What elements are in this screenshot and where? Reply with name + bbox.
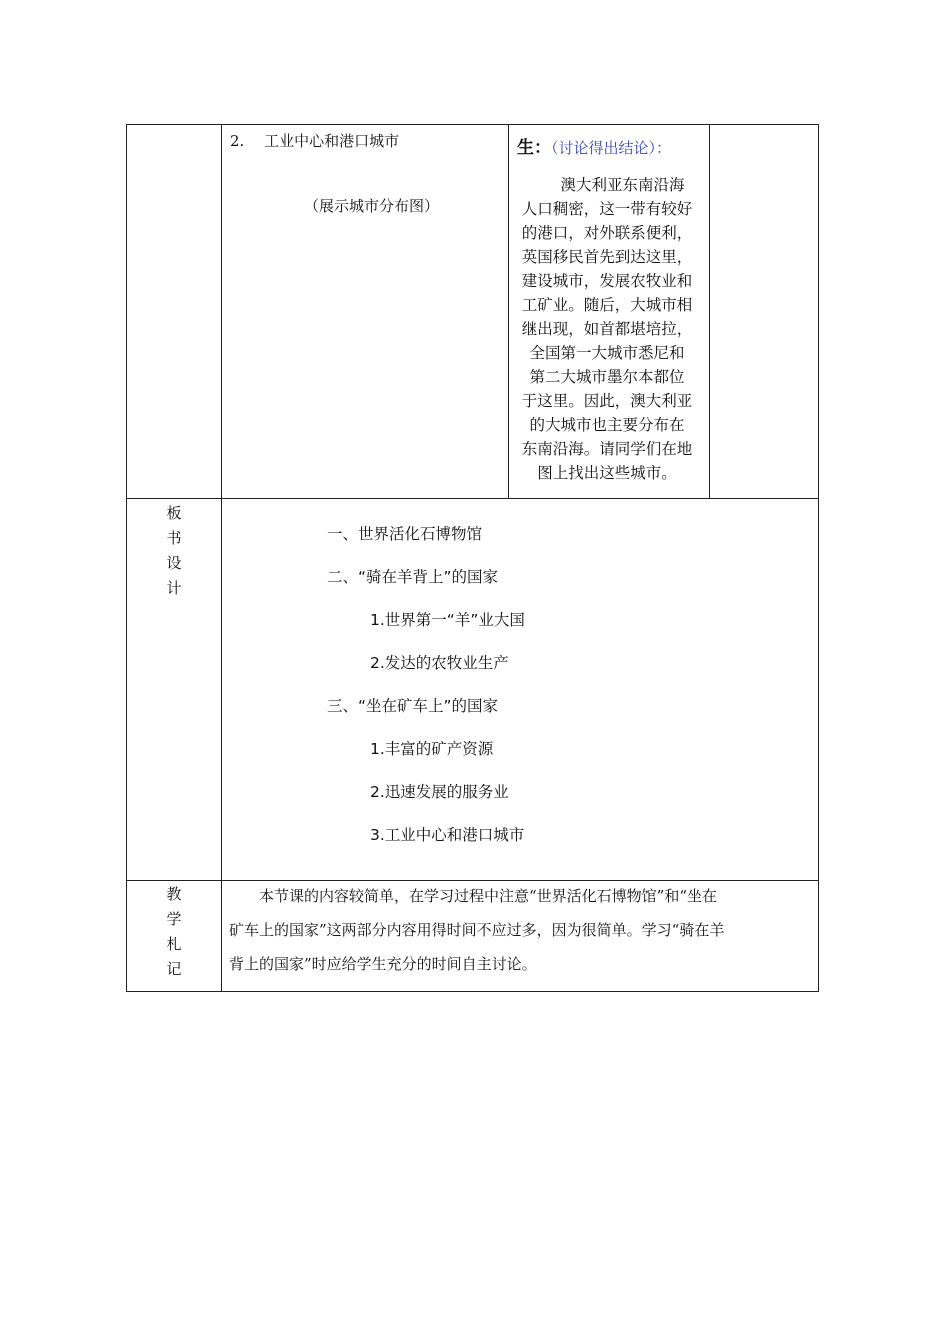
board-subitem-3-3: 3.工业中心和港口城市 [370,826,525,844]
notes-line: 本节课的内容较简单，在学习过程中注意“世界活化石博物馆”和“坐在 [229,887,718,905]
table-border-top [126,124,819,125]
board-design-label [164,501,184,601]
table-border-right [818,124,819,992]
teaching-notes-text [229,879,812,981]
label-char: 教 [166,885,182,903]
table-border-bottom [126,991,819,992]
board-heading-2: 二、“骑在羊背上”的国家 [327,568,499,586]
board-subitem-2-1: 1.世界第一“羊”业大国 [370,611,525,629]
paragraph-line: 全国第一大城市悉尼和 [529,344,685,362]
board-subitem-3-2: 2.迅速发展的服务业 [370,783,509,801]
paragraph-line: 东南沿海。请同学们在地 [521,440,693,458]
table-inner-divider-b [709,124,710,499]
label-char: 学 [166,910,182,928]
student-paragraph [517,173,697,485]
paragraph-line: 澳大利亚东南沿海 [529,176,685,194]
label-char: 设 [166,554,182,572]
student-note: （讨论得出结论）： [551,139,672,157]
board-heading-1: 一、世界活化石博物馆 [327,525,483,543]
table-divider-row1 [126,498,819,499]
board-subitem-3-1: 1.丰富的矿产资源 [370,740,494,758]
paragraph-line: 第二大城市墨尔本都位 [529,368,685,386]
show-map-instruction: （展示城市分布图） [304,197,440,215]
label-char: 记 [166,960,182,978]
paragraph-line: 图上找出这些城市。 [537,464,677,482]
board-subitem-2-2: 2.发达的农牧业生产 [370,654,509,672]
student-heading [517,133,671,158]
paragraph-line: 建设城市，发展农牧业和 [521,272,693,290]
paragraph-line: 的港口，对外联系便利， [521,224,693,242]
label-char: 板 [166,504,182,522]
paragraph-line: 的大城市也主要分布在 [529,416,685,434]
table-border-left [126,124,127,992]
item-title: 2. 工业中心和港口城市 [230,132,400,150]
table-column-divider [221,124,222,992]
paragraph-line: 继出现，如首都堪培拉， [521,320,693,338]
paragraph-line: 人口稠密，这一带有较好 [521,200,693,218]
teaching-notes-label [164,882,184,982]
board-heading-3: 三、“坐在矿车上”的国家 [327,697,499,715]
paragraph-line: 英国移民首先到达这里， [521,248,693,266]
label-char: 书 [166,529,182,547]
paragraph-line: 工矿业。随后，大城市相 [521,296,693,314]
student-label: 生： [517,138,551,158]
label-char: 计 [166,579,182,597]
paragraph-line: 于这里。因此，澳大利亚 [521,392,693,410]
label-char: 札 [166,935,182,953]
notes-line: 背上的国家”时应给学生充分的时间自主讨论。 [229,955,537,973]
table-inner-divider-a [508,124,509,499]
notes-line: 矿车上的国家”这两部分内容用得时间不应过多，因为很简单。学习“骑在羊 [229,921,725,939]
